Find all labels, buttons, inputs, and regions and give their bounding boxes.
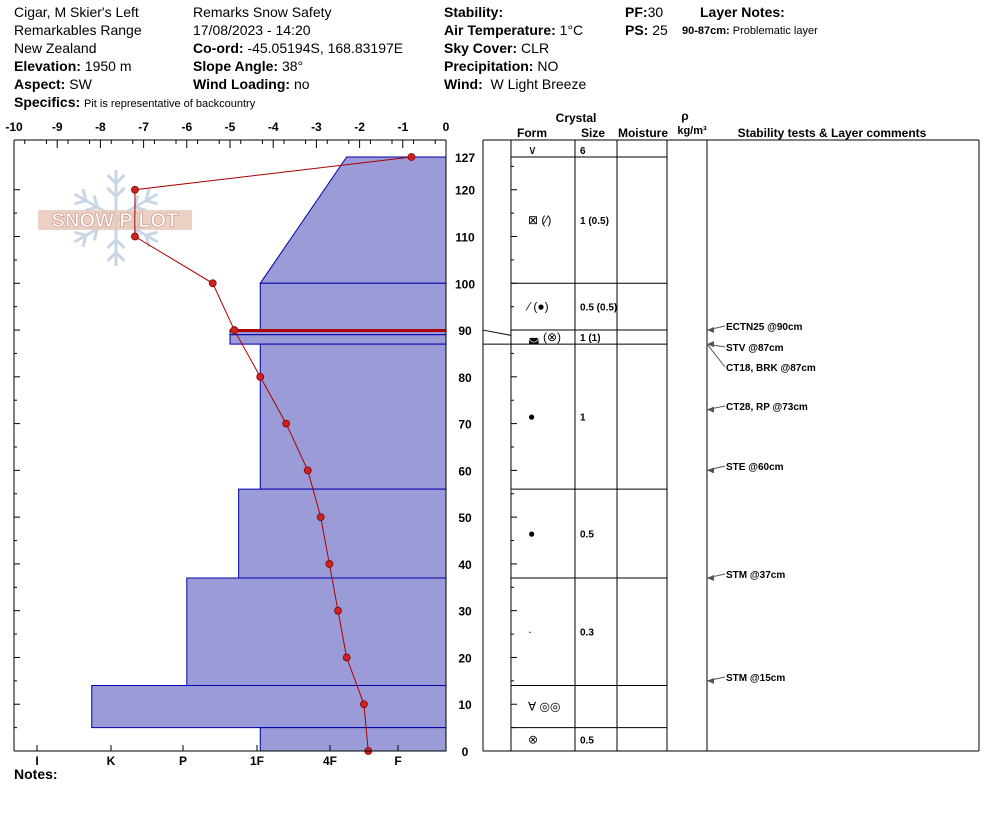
stability-test-label: STM @37cm [726,570,786,581]
crystal-form: ⊠ (⁄) [528,213,552,228]
hardness-layer [239,489,446,578]
weak-layer-marker [230,329,446,332]
precip-label: Precipitation: [444,58,534,74]
layer-note-range: 90-87cm: [682,25,730,37]
snowflake-branch [146,201,158,204]
hardness-label: P [178,754,188,768]
crystal-form: ⁄ (●) [528,299,549,314]
elevation-label: Elevation: [14,58,81,74]
specifics-label: Specifics: [14,94,81,110]
sky-cover-value: CLR [521,40,550,56]
layer-table [483,109,979,751]
hardness-layer [260,157,446,283]
temp-point [317,514,324,521]
crystal-size: 6 [580,146,586,157]
temp-point [335,607,342,614]
hardness-profile [92,157,446,751]
rho-header: ρ [681,109,689,123]
depth-label: 100 [454,277,476,292]
temp-tick-label: -10 [5,120,23,134]
stability-label: Stability: [444,4,504,20]
hardness-layer [187,578,446,686]
wind-value: W Light Breeze [490,76,587,92]
elevation-value: 1950 m [84,58,132,74]
temp-point [304,467,311,474]
location-range: Remarkables Range [14,22,142,38]
crystal-size: 0.3 [580,627,594,639]
wind-loading-value: no [293,76,310,92]
ps-value: 25 [652,22,668,38]
coord-value: -45.05194S, 168.83197E [247,40,404,56]
stability-test-label: CT18, BRK @87cm [726,363,816,374]
crystal-form: ● [528,526,536,541]
aspect-label: Aspect: [14,76,66,92]
layer-connector [483,330,511,335]
stability-test-label: CT28, RP @73cm [726,402,808,413]
sky-cover-label: Sky Cover: [444,40,518,56]
crystal-size: 0.5 (0.5) [580,302,618,314]
layer-notes-title: Layer Notes: [700,4,785,20]
stability-arrow-head [707,678,714,684]
stability-test-label: ECTN25 @90cm [726,322,803,333]
temp-tick-label: -5 [224,120,236,134]
depth-label: 80 [458,370,472,385]
depth-label: 40 [458,557,472,572]
wind-loading-label: Wind Loading: [193,76,291,92]
temp-point [131,233,138,240]
temp-point [343,654,350,661]
temp-point [209,280,216,287]
crystal-form: · [528,624,532,639]
stability-test-label: STE @60cm [726,462,784,473]
pf-value: 30 [647,4,664,20]
organization: Remarks Snow Safety [193,4,332,20]
crystal-form: ⊗ [528,732,539,747]
crystal-size: 1 [580,412,586,424]
snowflake-branch [74,232,86,235]
temp-point [283,420,290,427]
temp-tick-label: -4 [267,120,279,134]
hardness-layer [230,335,446,344]
specifics-value: Pit is representative of backcountry [84,98,256,110]
depth-label: 127 [454,151,476,165]
hardness-label: 4F [322,754,338,768]
stability-arrow-line [707,344,725,367]
snowflake-branch [74,201,86,204]
temp-tick-label: -7 [138,120,149,134]
air-temp-label: Air Temperature: [444,22,556,38]
temp-tick-label: -1 [397,120,409,134]
temp-point [408,154,415,161]
temp-tick-label: -6 [181,120,193,134]
pf-label: PF: [625,4,648,20]
crystal-size: 0.5 [580,529,594,541]
temp-tick-label: -8 [95,120,106,134]
crystal-form: ∀ ◎◎ [528,699,561,714]
stability-test-label: STM @15cm [726,673,786,684]
temp-point [131,186,138,193]
stability-arrow-head [707,467,714,473]
wind-label: Wind: [444,76,483,92]
snowflake-branch [146,232,158,235]
temp-tick-label: -2 [354,120,365,134]
depth-label: 70 [458,417,472,432]
depth-label: 10 [458,698,472,713]
hardness-layer [260,283,446,330]
temp-tick-label: -9 [51,120,63,134]
stability-arrow-head [707,327,714,333]
stability-arrow-head [707,575,714,581]
snowpilot-logo [38,170,192,266]
comments-header: Stability tests & Layer comments [737,126,927,140]
coord-label: Co-ord: [193,40,244,56]
depth-label: 50 [458,511,472,526]
location-name: Cigar, M Skier's Left [14,4,139,20]
temp-point [231,327,238,334]
depth-label: 60 [458,464,472,479]
hardness-layer [260,344,446,489]
temp-tick-label: -3 [311,120,322,134]
temp-tick-label: 0 [442,120,450,134]
crystal-header: Crystal [555,111,597,125]
depth-label: 90 [458,324,472,339]
form-header: Form [517,126,547,140]
crystal-form: ∨ [528,143,537,157]
hardness-layer [260,728,446,751]
crystal-size: 1 (1) [580,333,601,345]
hardness-label: 1F [249,754,265,768]
air-temp-value: 1°C [559,22,584,38]
hardness-label: K [106,754,116,768]
aspect-value: SW [69,76,92,92]
temp-point [360,701,367,708]
crystal-size: 0.5 [580,735,594,747]
stability-test-label: STV @87cm [726,343,784,354]
observation-datetime: 17/08/2023 - 14:20 [193,22,311,38]
stability-arrow-head [707,407,714,413]
hardness-layer [92,686,446,728]
crystal-size: 1 (0.5) [580,216,609,228]
size-header: Size [580,126,606,140]
hardness-label: F [394,754,402,768]
crystal-form: ◛ (⊗) [528,330,562,345]
temp-point [326,560,333,567]
slope-label: Slope Angle: [193,58,279,74]
depth-label: 0 [461,745,469,759]
depth-label: 20 [458,651,472,666]
notes-label: Notes: [14,766,58,782]
temp-point [257,373,264,380]
slope-value: 38° [281,58,304,74]
depth-label: 120 [454,183,476,198]
hardness-label: I [35,754,39,768]
location-country: New Zealand [14,40,97,56]
depth-label: 30 [458,604,472,619]
logo-text: SNOW PILOT [51,210,179,232]
crystal-form: ● [528,409,536,424]
depth-label: 110 [455,230,475,245]
ps-label: PS: [625,22,649,38]
precip-value: NO [537,58,559,74]
moisture-header: Moisture [617,126,669,140]
density-unit-header: kg/m³ [677,125,707,137]
layer-note-text: Problematic layer [732,25,818,37]
